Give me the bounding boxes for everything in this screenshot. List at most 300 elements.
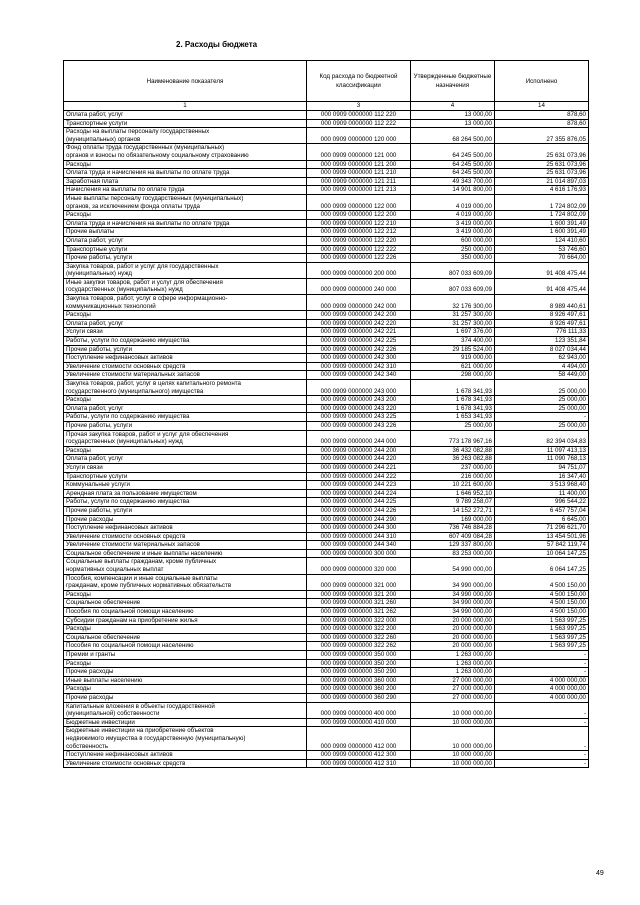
cell-approved: 20 000 000,00: [411, 616, 495, 625]
table-row: [64, 599, 589, 608]
table-row: [64, 278, 589, 294]
cell-executed: -: [495, 727, 589, 751]
cell-name: Иные выплаты персоналу государственных (муниципальных) органов, за исключением фонда оплаты труда: [64, 194, 307, 210]
table-row: [64, 463, 589, 472]
cell-code: 000 0909 0000000 243 226: [307, 421, 411, 430]
cell-approved: 1 263 000,00: [411, 668, 495, 677]
cell-code: 000 0909 0000000 300 000: [307, 549, 411, 558]
header-code: Код расхода по бюджетной классификации: [307, 61, 411, 102]
cell-approved: 1 697 376,00: [411, 328, 495, 337]
cell-executed: 71 296 621,70: [495, 524, 589, 533]
cell-approved: 1 646 952,10: [411, 489, 495, 498]
table-row: [64, 608, 589, 617]
cell-code: 000 0909 0000000 322 200: [307, 625, 411, 634]
cell-executed: 25 000,00: [495, 380, 589, 396]
cell-code: 000 0909 0000000 121 200: [307, 160, 411, 169]
cell-approved: 298 000,00: [411, 371, 495, 380]
table-row: [64, 759, 589, 768]
page-number: 49: [596, 870, 604, 877]
cell-approved: 10 000 000,00: [411, 759, 495, 768]
cell-executed: 25 000,00: [495, 396, 589, 405]
cell-approved: 10 221 600,00: [411, 481, 495, 490]
cell-executed: 53 746,60: [495, 245, 589, 254]
table-row: [64, 532, 589, 541]
cell-executed: 8 926 497,61: [495, 319, 589, 328]
cell-code: 000 0909 0000000 244 225: [307, 498, 411, 507]
cell-name: Оплата работ, услуг: [64, 404, 307, 413]
cell-name: Социальные выплаты гражданам, кроме публичных нормативных социальных выплат: [64, 558, 307, 574]
cell-name: Расходы: [64, 446, 307, 455]
cell-approved: 36 432 082,88: [411, 446, 495, 455]
cell-code: 000 0909 0000000 412 300: [307, 751, 411, 760]
cell-executed: 4 000 000,00: [495, 685, 589, 694]
cell-executed: 1 563 997,25: [495, 616, 589, 625]
cell-name: Оплата работ, услуг: [64, 111, 307, 120]
cell-code: 000 0909 0000000 244 220: [307, 455, 411, 464]
table-row: [64, 633, 589, 642]
cell-executed: -: [495, 659, 589, 668]
cell-name: Закупка товаров, работ, услуг в целях капитального ремонта государственного (муниципального) имущества: [64, 380, 307, 396]
cell-executed: -: [495, 751, 589, 760]
table-row: [64, 319, 589, 328]
cell-code: 000 0909 0000000 240 000: [307, 278, 411, 294]
cell-name: Иные закупки товаров, работ и услуг для обеспечения государственных (муниципальных) нужд: [64, 278, 307, 294]
colnum-code: 3: [307, 102, 411, 111]
cell-name: Премии и гранты: [64, 651, 307, 660]
cell-approved: 49 343 700,00: [411, 177, 495, 186]
cell-executed: 25 631 073,96: [495, 169, 589, 178]
table-row: [64, 421, 589, 430]
table-row: [64, 295, 589, 311]
cell-executed: 4 616 176,93: [495, 186, 589, 195]
cell-executed: 6 645,00: [495, 515, 589, 524]
cell-executed: 1 724 802,09: [495, 211, 589, 220]
table-row: [64, 111, 589, 120]
table-row: [64, 396, 589, 405]
cell-code: 000 0909 0000000 242 000: [307, 295, 411, 311]
colnum-executed: 14: [495, 102, 589, 111]
cell-name: Прочие работы, услуги: [64, 345, 307, 354]
cell-approved: 1 678 341,93: [411, 396, 495, 405]
cell-name: Расходы: [64, 211, 307, 220]
cell-name: Работы, услуги по содержанию имущества: [64, 337, 307, 346]
table-row: [64, 685, 589, 694]
cell-name: Фонд оплаты труда государственных (муниципальных) органов и взносы по обязательному социальному страхованию: [64, 144, 307, 160]
cell-executed: 4 500 150,00: [495, 608, 589, 617]
cell-approved: 250 000,00: [411, 245, 495, 254]
cell-name: Увеличение стоимости основных средств: [64, 362, 307, 371]
cell-approved: 34 990 000,00: [411, 608, 495, 617]
table-row: [64, 177, 589, 186]
table-row: [64, 642, 589, 651]
cell-code: 000 0909 0000000 322 260: [307, 633, 411, 642]
cell-executed: 70 664,00: [495, 254, 589, 263]
cell-code: 000 0909 0000000 360 000: [307, 676, 411, 685]
cell-executed: 4 500 150,00: [495, 574, 589, 590]
cell-code: 000 0909 0000000 122 226: [307, 254, 411, 263]
cell-executed: 123 351,84: [495, 337, 589, 346]
cell-code: 000 0909 0000000 121 213: [307, 186, 411, 195]
cell-approved: 1 678 341,93: [411, 404, 495, 413]
table-row: [64, 404, 589, 413]
table-row: [64, 455, 589, 464]
cell-executed: 8 989 440,61: [495, 295, 589, 311]
cell-name: Расходы: [64, 160, 307, 169]
table-row: [64, 506, 589, 515]
table-row: [64, 245, 589, 254]
cell-executed: -: [495, 668, 589, 677]
cell-code: 000 0909 0000000 122 222: [307, 245, 411, 254]
cell-name: Услуги связи: [64, 328, 307, 337]
cell-name: Арендная плата за пользование имуществом: [64, 489, 307, 498]
cell-executed: 16 347,40: [495, 472, 589, 481]
page-title: 2. Расходы бюджета: [176, 40, 258, 49]
cell-approved: 1 678 341,93: [411, 380, 495, 396]
table-row: [64, 119, 589, 128]
table-row: [64, 489, 589, 498]
cell-code: 000 0909 0000000 243 200: [307, 396, 411, 405]
table-row: [64, 446, 589, 455]
cell-approved: 36 263 082,88: [411, 455, 495, 464]
cell-executed: 6 064 147,25: [495, 558, 589, 574]
cell-code: 000 0909 0000000 244 310: [307, 532, 411, 541]
cell-code: 000 0909 0000000 243 225: [307, 413, 411, 422]
cell-executed: 8 926 497,61: [495, 311, 589, 320]
cell-approved: 3 419 000,00: [411, 228, 495, 237]
table-row: [64, 676, 589, 685]
table-row: [64, 128, 589, 144]
cell-approved: 29 185 524,00: [411, 345, 495, 354]
table-row: [64, 371, 589, 380]
table-row: [64, 380, 589, 396]
cell-approved: 607 409 084,28: [411, 532, 495, 541]
cell-name: Расходы: [64, 396, 307, 405]
cell-name: Расходы: [64, 659, 307, 668]
cell-executed: 27 355 876,05: [495, 128, 589, 144]
colnum-name: 1: [64, 102, 307, 111]
table-row: [64, 515, 589, 524]
cell-code: 000 0909 0000000 122 200: [307, 211, 411, 220]
cell-approved: 621 000,00: [411, 362, 495, 371]
cell-executed: 1 563 997,25: [495, 625, 589, 634]
cell-name: Субсидии гражданам на приобретение жилья: [64, 616, 307, 625]
cell-approved: 54 990 000,00: [411, 558, 495, 574]
cell-approved: 13 000,00: [411, 119, 495, 128]
cell-approved: 20 000 000,00: [411, 633, 495, 642]
cell-code: 000 0909 0000000 242 220: [307, 319, 411, 328]
cell-code: 000 0909 0000000 350 290: [307, 668, 411, 677]
table-row: [64, 590, 589, 599]
table-row: [64, 751, 589, 760]
cell-approved: 83 253 000,00: [411, 549, 495, 558]
cell-name: Пособия, компенсации и иные социальные выплаты гражданам, кроме публичных нормативных обязательств: [64, 574, 307, 590]
cell-code: 000 0909 0000000 244 290: [307, 515, 411, 524]
table-row: [64, 659, 589, 668]
table-row: [64, 354, 589, 363]
cell-executed: 1 600 391,49: [495, 219, 589, 228]
cell-executed: 11 097 413,13: [495, 446, 589, 455]
cell-name: Транспортные услуги: [64, 119, 307, 128]
cell-approved: 27 000 000,00: [411, 676, 495, 685]
cell-executed: 25 000,00: [495, 421, 589, 430]
cell-executed: 878,60: [495, 111, 589, 120]
cell-code: 000 0909 0000000 120 000: [307, 128, 411, 144]
cell-executed: -: [495, 413, 589, 422]
table-row: [64, 328, 589, 337]
cell-executed: 25 631 073,96: [495, 160, 589, 169]
cell-name: Оплата труда и начисления на выплаты по оплате труда: [64, 219, 307, 228]
cell-code: 000 0909 0000000 350 200: [307, 659, 411, 668]
cell-approved: 14 152 272,71: [411, 506, 495, 515]
cell-code: 000 0909 0000000 244 000: [307, 430, 411, 446]
cell-approved: 68 264 500,00: [411, 128, 495, 144]
cell-approved: 14 901 800,00: [411, 186, 495, 195]
cell-name: Прочие работы, услуги: [64, 421, 307, 430]
cell-name: Прочие расходы: [64, 515, 307, 524]
cell-name: Прочие выплаты: [64, 228, 307, 237]
cell-approved: 129 337 800,00: [411, 541, 495, 550]
cell-code: 000 0909 0000000 243 220: [307, 404, 411, 413]
cell-executed: 124 410,60: [495, 236, 589, 245]
cell-executed: 3 513 968,40: [495, 481, 589, 490]
table-row: [64, 144, 589, 160]
cell-approved: 350 000,00: [411, 254, 495, 263]
cell-code: 000 0909 0000000 244 221: [307, 463, 411, 472]
cell-executed: 1 600 391,49: [495, 228, 589, 237]
cell-name: Закупка товаров, работ, услуг в сфере информационно- коммуникационных технологий: [64, 295, 307, 311]
table-row: [64, 541, 589, 550]
cell-approved: 64 245 500,00: [411, 169, 495, 178]
table-row: [64, 186, 589, 195]
cell-code: 000 0909 0000000 242 310: [307, 362, 411, 371]
cell-executed: 776 111,33: [495, 328, 589, 337]
cell-name: Бюджетные инвестиции: [64, 718, 307, 727]
table-header-row: [64, 61, 589, 102]
cell-code: 000 0909 0000000 244 200: [307, 446, 411, 455]
cell-approved: 1 653 341,93: [411, 413, 495, 422]
colnum-approved: 4: [411, 102, 495, 111]
cell-approved: 374 400,00: [411, 337, 495, 346]
cell-approved: 10 000 000,00: [411, 727, 495, 751]
table-row: [64, 362, 589, 371]
cell-executed: 4 494,00: [495, 362, 589, 371]
cell-approved: 1 263 000,00: [411, 651, 495, 660]
cell-code: 000 0909 0000000 242 221: [307, 328, 411, 337]
cell-code: 000 0909 0000000 321 262: [307, 608, 411, 617]
cell-code: 000 0909 0000000 242 225: [307, 337, 411, 346]
expenses-table: [63, 60, 589, 768]
table-row: [64, 413, 589, 422]
cell-code: 000 0909 0000000 412 310: [307, 759, 411, 768]
cell-approved: 34 990 000,00: [411, 599, 495, 608]
cell-approved: 64 245 500,00: [411, 160, 495, 169]
cell-name: Прочие расходы: [64, 668, 307, 677]
table-row: [64, 228, 589, 237]
cell-code: 000 0909 0000000 121 000: [307, 144, 411, 160]
cell-name: Коммунальные услуги: [64, 481, 307, 490]
cell-name: Оплата труда и начисления на выплаты по оплате труда: [64, 169, 307, 178]
table-row: [64, 727, 589, 751]
table-row: [64, 616, 589, 625]
cell-approved: 3 419 000,00: [411, 219, 495, 228]
cell-name: Работы, услуги по содержанию имущества: [64, 498, 307, 507]
table-row: [64, 558, 589, 574]
table-row: [64, 481, 589, 490]
cell-approved: 13 000,00: [411, 111, 495, 120]
cell-name: Увеличение стоимости основных средств: [64, 532, 307, 541]
cell-approved: 9 789 258,07: [411, 498, 495, 507]
cell-executed: 1 724 802,09: [495, 194, 589, 210]
cell-code: 000 0909 0000000 122 210: [307, 219, 411, 228]
table-row: [64, 472, 589, 481]
cell-executed: 4 500 150,00: [495, 599, 589, 608]
header-approved: Утвержденные бюджетные назначения: [411, 61, 495, 102]
table-row: [64, 262, 589, 278]
cell-executed: 10 064 147,25: [495, 549, 589, 558]
cell-name: Расходы: [64, 625, 307, 634]
cell-approved: 34 990 000,00: [411, 574, 495, 590]
cell-executed: -: [495, 718, 589, 727]
cell-approved: 34 990 000,00: [411, 590, 495, 599]
table-row: [64, 693, 589, 702]
cell-code: 000 0909 0000000 360 290: [307, 693, 411, 702]
table-row: [64, 651, 589, 660]
cell-approved: 919 000,00: [411, 354, 495, 363]
cell-name: Начисления на выплаты по оплате труда: [64, 186, 307, 195]
cell-code: 000 0909 0000000 350 000: [307, 651, 411, 660]
cell-name: Транспортные услуги: [64, 472, 307, 481]
table-row: [64, 345, 589, 354]
cell-approved: 27 000 000,00: [411, 693, 495, 702]
cell-name: Пособия по социальной помощи населению: [64, 642, 307, 651]
cell-executed: -: [495, 651, 589, 660]
cell-code: 000 0909 0000000 322 000: [307, 616, 411, 625]
cell-executed: 11 400,00: [495, 489, 589, 498]
cell-code: 000 0909 0000000 112 222: [307, 119, 411, 128]
table-row: [64, 702, 589, 718]
cell-name: Услуги связи: [64, 463, 307, 472]
cell-name: Увеличение стоимости материальных запасов: [64, 541, 307, 550]
cell-approved: 27 000 000,00: [411, 685, 495, 694]
table-row: [64, 194, 589, 210]
table-row: [64, 549, 589, 558]
cell-approved: 31 257 300,00: [411, 311, 495, 320]
cell-name: Работы, услуги по содержанию имущества: [64, 413, 307, 422]
cell-name: Прочие работы, услуги: [64, 506, 307, 515]
cell-code: 000 0909 0000000 321 260: [307, 599, 411, 608]
cell-name: Поступление нефинансовых активов: [64, 354, 307, 363]
table-row: [64, 160, 589, 169]
cell-executed: 91 408 475,44: [495, 262, 589, 278]
cell-name: Социальное обеспечение и иные выплаты населению: [64, 549, 307, 558]
cell-approved: 807 033 609,09: [411, 278, 495, 294]
cell-name: Иные выплаты населению: [64, 676, 307, 685]
cell-code: 000 0909 0000000 410 000: [307, 718, 411, 727]
cell-executed: 62 943,00: [495, 354, 589, 363]
cell-name: Социальное обеспечение: [64, 599, 307, 608]
cell-name: Прочая закупка товаров, работ и услуг для обеспечения государственных (муниципальных) нужд: [64, 430, 307, 446]
cell-code: 000 0909 0000000 320 000: [307, 558, 411, 574]
column-number-row: [64, 102, 589, 111]
cell-code: 000 0909 0000000 244 224: [307, 489, 411, 498]
cell-code: 000 0909 0000000 321 000: [307, 574, 411, 590]
table-row: [64, 311, 589, 320]
cell-code: 000 0909 0000000 121 211: [307, 177, 411, 186]
cell-name: Бюджетные инвестиции на приобретение объектов недвижимого имущества в государственную (муниципальную) собственность: [64, 727, 307, 751]
cell-executed: 13 454 501,96: [495, 532, 589, 541]
table-row: [64, 236, 589, 245]
cell-approved: 4 019 000,00: [411, 211, 495, 220]
cell-name: Транспортные услуги: [64, 245, 307, 254]
cell-code: 000 0909 0000000 322 262: [307, 642, 411, 651]
cell-name: Пособия по социальной помощи населению: [64, 608, 307, 617]
cell-code: 000 0909 0000000 122 000: [307, 194, 411, 210]
cell-approved: 32 176 300,00: [411, 295, 495, 311]
cell-name: Оплата работ, услуг: [64, 319, 307, 328]
cell-code: 000 0909 0000000 200 000: [307, 262, 411, 278]
cell-name: Поступление нефинансовых активов: [64, 751, 307, 760]
cell-executed: 1 563 997,25: [495, 642, 589, 651]
cell-name: Прочие расходы: [64, 693, 307, 702]
cell-executed: 82 394 034,83: [495, 430, 589, 446]
cell-executed: 57 842 119,74: [495, 541, 589, 550]
cell-approved: 20 000 000,00: [411, 625, 495, 634]
cell-approved: 807 033 609,09: [411, 262, 495, 278]
cell-name: Капитальные вложения в объекты государственной (муниципальной) собственности: [64, 702, 307, 718]
cell-code: 000 0909 0000000 122 212: [307, 228, 411, 237]
table-row: [64, 211, 589, 220]
cell-code: 000 0909 0000000 242 340: [307, 371, 411, 380]
cell-code: 000 0909 0000000 242 200: [307, 311, 411, 320]
cell-name: Расходы: [64, 685, 307, 694]
cell-executed: 4 000 000,00: [495, 693, 589, 702]
cell-executed: 25 000,00: [495, 404, 589, 413]
cell-executed: 91 408 475,44: [495, 278, 589, 294]
cell-name: Поступление нефинансовых активов: [64, 524, 307, 533]
cell-executed: 4 500 150,00: [495, 590, 589, 599]
cell-name: Закупка товаров, работ и услуг для государственных (муниципальных) нужд: [64, 262, 307, 278]
cell-executed: 8 027 034,44: [495, 345, 589, 354]
cell-executed: 1 563 997,25: [495, 633, 589, 642]
cell-approved: 773 178 967,16: [411, 430, 495, 446]
table-row: [64, 430, 589, 446]
cell-approved: 600 000,00: [411, 236, 495, 245]
cell-code: 000 0909 0000000 400 000: [307, 702, 411, 718]
table-row: [64, 625, 589, 634]
cell-approved: 10 000 000,00: [411, 718, 495, 727]
table-row: [64, 169, 589, 178]
cell-code: 000 0909 0000000 243 000: [307, 380, 411, 396]
cell-executed: -: [495, 759, 589, 768]
cell-executed: 996 544,22: [495, 498, 589, 507]
cell-approved: 20 000 000,00: [411, 642, 495, 651]
cell-executed: 6 457 757,04: [495, 506, 589, 515]
cell-code: 000 0909 0000000 321 200: [307, 590, 411, 599]
table-row: [64, 574, 589, 590]
cell-name: Увеличение стоимости основных средств: [64, 759, 307, 768]
table-row: [64, 337, 589, 346]
cell-code: 000 0909 0000000 112 220: [307, 111, 411, 120]
cell-name: Оплата работ, услуг: [64, 455, 307, 464]
cell-code: 000 0909 0000000 244 222: [307, 472, 411, 481]
cell-code: 000 0909 0000000 244 223: [307, 481, 411, 490]
table-row: [64, 219, 589, 228]
cell-executed: -: [495, 702, 589, 718]
table-row: [64, 668, 589, 677]
cell-executed: 21 014 897,03: [495, 177, 589, 186]
cell-executed: 11 090 768,13: [495, 455, 589, 464]
cell-code: 000 0909 0000000 244 226: [307, 506, 411, 515]
